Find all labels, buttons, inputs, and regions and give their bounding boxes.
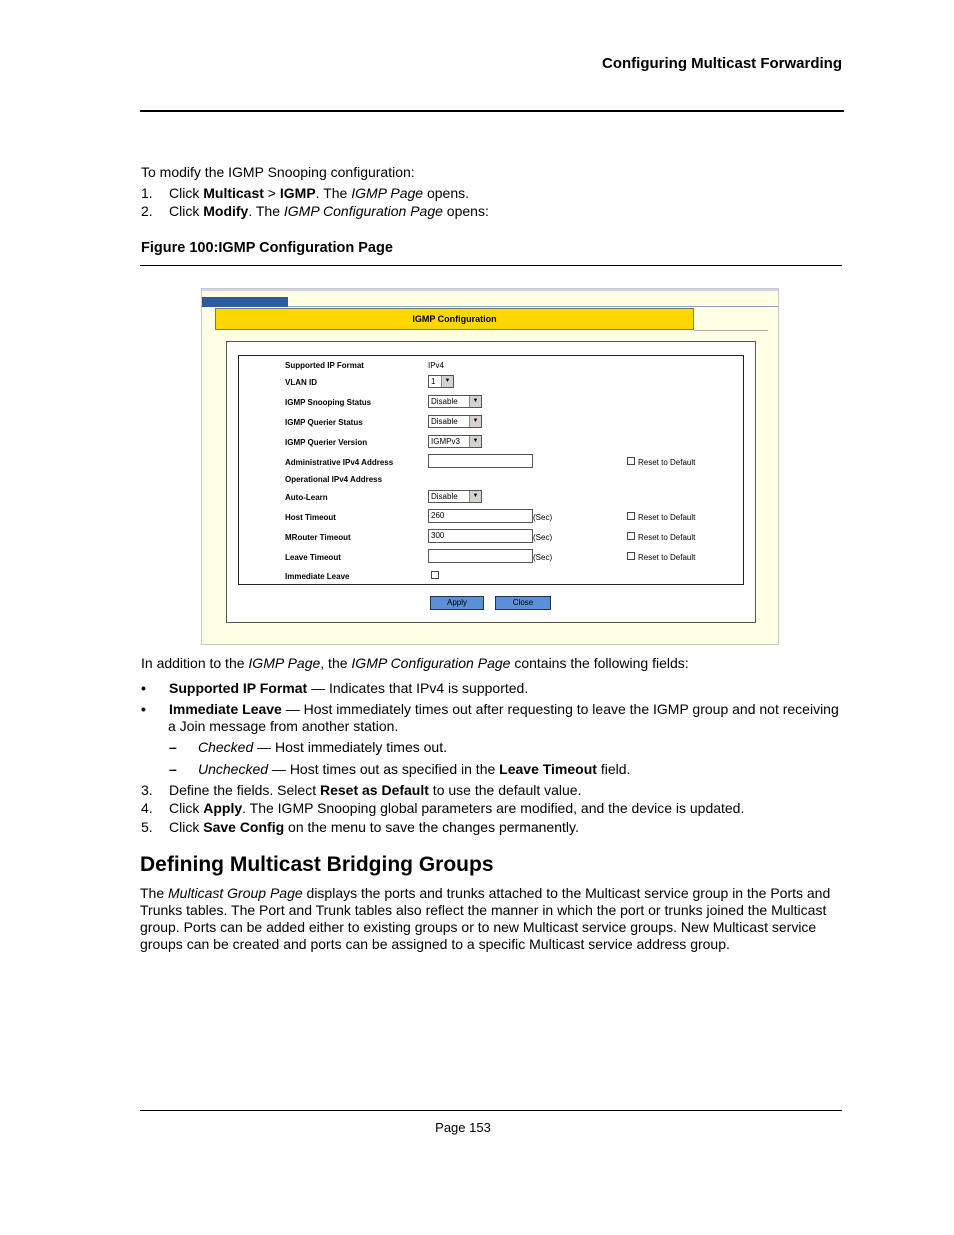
chevron-down-icon: ▼ xyxy=(469,436,481,447)
text-run: field. xyxy=(596,761,631,777)
text-run: — Indicates that IPv4 is supported. xyxy=(307,680,529,696)
field-label: MRouter Timeout xyxy=(285,533,351,542)
chevron-down-icon: ▼ xyxy=(469,396,481,407)
text-run: IGMP xyxy=(279,185,316,201)
text-run: displays the ports and trunks attached to the Multicast service group in the Ports and xyxy=(302,885,831,901)
text-run: to use the default value. xyxy=(428,782,582,798)
reset-default-checkbox[interactable] xyxy=(627,457,635,465)
text-run: Multicast Group Page xyxy=(168,885,303,901)
seconds-unit: (Sec) xyxy=(533,513,553,522)
step-number: 4. xyxy=(141,800,153,816)
reset-default-checkbox[interactable] xyxy=(627,532,635,540)
body-line: Trunks tables. The Port and Trunk tables also reflect the manner in which the port or trunks joined the Multicast xyxy=(140,902,827,918)
section-heading: Defining Multicast Bridging Groups xyxy=(140,853,494,876)
caption-rule xyxy=(140,265,842,266)
header-line xyxy=(694,330,768,331)
section-body xyxy=(140,885,830,953)
text-run: Click xyxy=(169,185,204,201)
chevron-down-icon: ▼ xyxy=(469,491,481,502)
step-text xyxy=(169,203,489,220)
field-label: IGMP Querier Status xyxy=(285,418,363,427)
text-run: Checked xyxy=(198,739,254,755)
mrouter-timeout-input[interactable] xyxy=(428,529,533,543)
step-text xyxy=(169,819,579,836)
leave-timeout-input[interactable] xyxy=(428,549,533,563)
body-line xyxy=(140,885,830,902)
field-label: Supported IP Format xyxy=(285,361,364,370)
text-run: — Host times out as specified in the xyxy=(268,761,500,777)
host-timeout-input[interactable] xyxy=(428,509,533,523)
subbullet-text xyxy=(198,761,630,778)
text-run: opens. xyxy=(423,185,470,201)
reset-default-checkbox[interactable] xyxy=(627,512,635,520)
text-run: — Host immediately times out. xyxy=(253,739,447,755)
text-run: Define the fields. Select xyxy=(169,782,320,798)
page-number: Page 153 xyxy=(435,1120,491,1135)
subbullet-text xyxy=(198,739,447,756)
footer-rule xyxy=(140,1110,842,1111)
fields-intro xyxy=(141,655,689,672)
text-run: Modify xyxy=(203,203,249,219)
auto-learn-select[interactable] xyxy=(428,490,482,503)
frame-line xyxy=(202,289,778,291)
body-line: group. Ports can be added either to existing groups or to new Multicast service groups. New Multicast service xyxy=(140,919,817,935)
reset-default-label: Reset to Default xyxy=(638,458,696,467)
reset-default-label: Reset to Default xyxy=(638,553,696,562)
body-line: groups can be created and ports can be assigned to a specific Multicast service address group. xyxy=(140,936,730,952)
chevron-down-icon: ▼ xyxy=(469,416,481,427)
step-text xyxy=(169,185,469,202)
text-run: > xyxy=(263,185,280,201)
text-run: Immediate Leave xyxy=(169,701,282,717)
text-run: Click xyxy=(169,203,204,219)
ip-format-value: IPv4 xyxy=(428,361,445,370)
step-number: 5. xyxy=(141,819,153,835)
tab-line xyxy=(288,306,778,307)
text-run: IGMP Configuration Page xyxy=(283,203,443,219)
select-value: Disable xyxy=(431,397,458,406)
querier-version-select[interactable] xyxy=(428,435,482,448)
field-label: Host Timeout xyxy=(285,513,336,522)
field-label: VLAN ID xyxy=(285,378,317,387)
querier-status-select[interactable] xyxy=(428,415,482,428)
seconds-unit: (Sec) xyxy=(533,533,553,542)
field-label: IGMP Snooping Status xyxy=(285,398,372,407)
field-label: Leave Timeout xyxy=(285,553,341,562)
snooping-status-select[interactable] xyxy=(428,395,482,408)
text-run: Leave Timeout xyxy=(499,761,597,777)
field-label: Operational IPv4 Address xyxy=(285,475,383,484)
text-run: IGMP Page xyxy=(248,655,321,671)
input-value: 260 xyxy=(431,511,445,520)
text-run: IGMP Configuration Page xyxy=(351,655,511,671)
text-run: . The xyxy=(315,185,352,201)
text-run: In addition to the xyxy=(141,655,249,671)
field-label: Immediate Leave xyxy=(285,572,350,581)
reset-default-label: Reset to Default xyxy=(638,533,696,542)
dash-icon: – xyxy=(169,739,177,755)
chevron-down-icon: ▼ xyxy=(441,376,453,387)
nav-tab xyxy=(202,297,288,307)
reset-default-checkbox[interactable] xyxy=(627,552,635,560)
step-number: 3. xyxy=(141,782,153,798)
select-value: Disable xyxy=(431,417,458,426)
admin-ipv4-input[interactable] xyxy=(428,454,533,468)
text-run: — Host immediately times out after requesting to leave the IGMP group and not receiving xyxy=(281,701,839,717)
bullet-icon: • xyxy=(141,701,146,717)
header-rule xyxy=(140,110,844,112)
text-run: Multicast xyxy=(203,185,264,201)
text-run: Unchecked xyxy=(198,761,269,777)
bullet-text xyxy=(169,680,528,697)
running-header: Configuring Multicast Forwarding xyxy=(602,55,842,72)
text-run: Click xyxy=(169,800,204,816)
text-run: The xyxy=(140,885,169,901)
input-value: 300 xyxy=(431,531,445,540)
text-run: IGMP Page xyxy=(351,185,424,201)
seconds-unit: (Sec) xyxy=(533,553,553,562)
text-run: , the xyxy=(320,655,352,671)
config-form xyxy=(238,355,744,585)
select-value: 1 xyxy=(431,377,436,386)
text-run: Apply xyxy=(203,800,243,816)
field-label: Auto-Learn xyxy=(285,493,328,502)
config-header-title: IGMP Configuration xyxy=(412,314,497,324)
dash-icon: – xyxy=(169,761,177,777)
reset-default-label: Reset to Default xyxy=(638,513,696,522)
text-run: on the menu to save the changes permanently. xyxy=(284,819,579,835)
text-run: Click xyxy=(169,819,204,835)
text-run: . The xyxy=(248,203,284,219)
select-value: Disable xyxy=(431,492,458,501)
step-number: 2. xyxy=(141,203,153,219)
field-label: Administrative IPv4 Address xyxy=(285,458,394,467)
bullet-icon: • xyxy=(141,680,146,696)
text-run: Supported IP Format xyxy=(169,680,308,696)
text-run: contains the following fields: xyxy=(510,655,689,671)
select-value: IGMPv3 xyxy=(431,437,460,446)
igmp-config-figure xyxy=(201,288,779,645)
text-run: . The IGMP Snooping global parameters are modified, and the device is updated. xyxy=(242,800,745,816)
step-text xyxy=(169,800,744,817)
intro-text: To modify the IGMP Snooping configuration: xyxy=(141,164,415,180)
text-run: Save Config xyxy=(203,819,285,835)
vlan-id-select[interactable] xyxy=(428,375,454,388)
bullet-text xyxy=(169,701,839,718)
field-label: IGMP Querier Version xyxy=(285,438,368,447)
apply-button[interactable]: Apply xyxy=(430,596,484,610)
bullet-text: a Join message from another station. xyxy=(168,718,399,734)
config-header-bar xyxy=(215,308,694,330)
immediate-leave-checkbox[interactable] xyxy=(431,571,439,579)
step-number: 1. xyxy=(141,185,153,201)
text-run: opens: xyxy=(442,203,489,219)
close-button[interactable]: Close xyxy=(495,596,551,610)
step-text xyxy=(169,782,581,799)
text-run: Reset as Default xyxy=(319,782,429,798)
figure-caption: Figure 100:IGMP Configuration Page xyxy=(141,240,393,256)
